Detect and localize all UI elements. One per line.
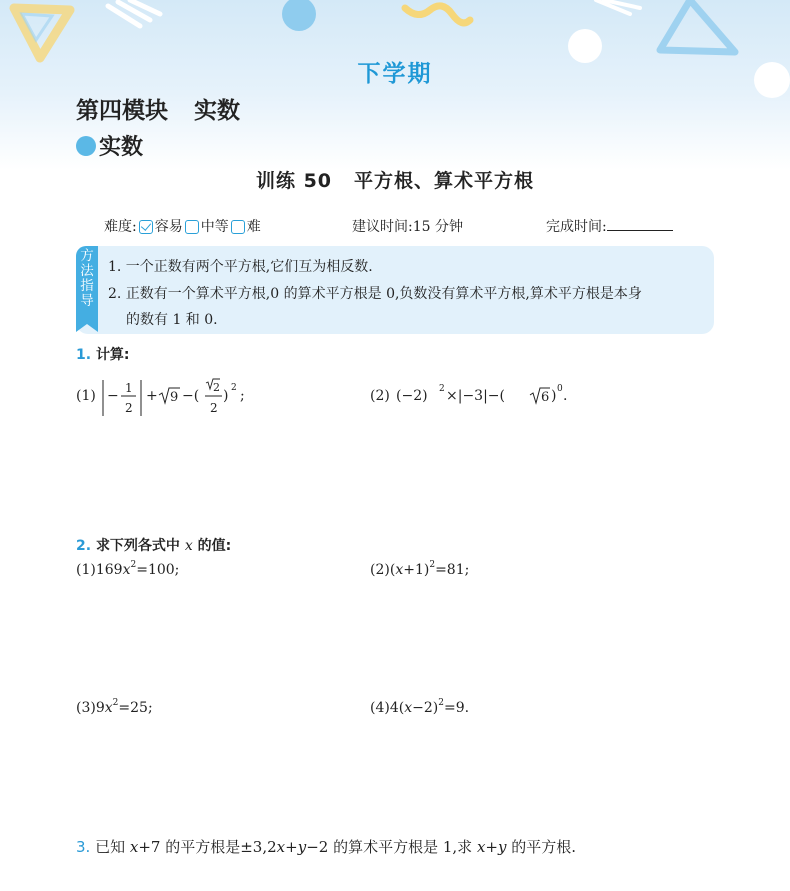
method-line-2: 2. 正数有一个算术平方根,0 的算术平方根是 0,负数没有算术平方根,算术平方根是本身 <box>108 286 642 302</box>
question-2-number: 2. <box>76 538 92 554</box>
section-dot-icon <box>76 136 96 156</box>
question-1-title: 计算: <box>95 347 130 363</box>
deco-stripe-left <box>108 0 160 26</box>
q2p4-var: x <box>404 700 413 716</box>
q1p2-text-b: ×|−3|−( <box>446 388 505 404</box>
difficulty-hard-checkbox[interactable] <box>231 220 245 234</box>
method-line-3: 的数有 1 和 0. <box>126 312 218 328</box>
q2p2-exp: 2 <box>429 560 436 570</box>
completion-blank[interactable] <box>607 218 673 231</box>
deco-lines-right <box>596 0 640 14</box>
difficulty-easy-label: 容易 <box>154 219 183 235</box>
q2p4-exp: 2 <box>438 698 444 708</box>
question-2-var: x <box>184 538 193 554</box>
question-2-part-1 <box>76 562 179 578</box>
method-tag-char: 导 <box>80 293 94 309</box>
q1p1-frac2-num: 2 <box>213 381 220 394</box>
q3-var-y: y <box>297 838 307 856</box>
training-title <box>0 166 790 193</box>
deco-squiggle-yellow <box>405 6 470 23</box>
q2p3-rhs: =25; <box>118 700 153 716</box>
q2p4-label: (4) <box>370 700 390 716</box>
suggested-time: 建议时间:15 分钟 <box>352 219 463 235</box>
q1p2-text-c: ) <box>551 388 557 404</box>
q1p1-rparen: ) <box>223 388 229 404</box>
q2p4-b: −2) <box>412 700 439 716</box>
q1p2-tail: . <box>563 388 568 404</box>
q1p1-frac2-den: 2 <box>210 401 218 415</box>
q2p3-exp: 2 <box>112 698 119 708</box>
q2p4-a: 4( <box>389 700 405 716</box>
q3-var-x: x <box>276 838 286 856</box>
q1p1-exp: 2 <box>231 383 237 393</box>
q2p1-coef: 169 <box>95 562 123 578</box>
question-1-part-2 <box>370 378 590 418</box>
difficulty-hard-label: 难 <box>246 219 261 235</box>
difficulty-medium-label: 中等 <box>200 219 229 235</box>
method-tag-char: 方 <box>80 248 94 264</box>
q1p2-sqrt-arg: 6 <box>541 390 550 405</box>
q1p1-plus: + <box>146 388 158 404</box>
question-2-part-3 <box>76 700 153 716</box>
q2p4-rhs: =9. <box>443 700 470 716</box>
q1p1-frac-den: 2 <box>125 401 133 415</box>
section-heading <box>76 130 143 161</box>
q1p1-label: (1) <box>76 388 96 404</box>
question-3-number: 3. <box>76 838 91 856</box>
question-1-number: 1. <box>76 347 92 363</box>
difficulty-medium-checkbox[interactable] <box>185 220 199 234</box>
q2p3-label: (3) <box>76 700 96 716</box>
q1p2-label: (2) <box>370 388 390 404</box>
question-2-part-2 <box>370 562 469 578</box>
difficulty-row <box>104 216 261 236</box>
deco-circle-blue <box>282 0 316 31</box>
question-1-part-1 <box>76 378 286 418</box>
method-guide-tag <box>76 246 98 324</box>
q3-var-y: y <box>498 838 507 856</box>
training-topic: 平方根、算术平方根 <box>354 170 535 192</box>
q1p1-formula <box>76 378 286 418</box>
q3-var-x: x <box>476 838 486 856</box>
completion-label: 完成时间: <box>546 219 607 235</box>
training-label: 训练 50 <box>255 170 333 192</box>
q3-text-2: +7 的平方根是±3,2 <box>138 838 277 856</box>
method-guide-box <box>76 246 714 334</box>
q3-text-4: −2 的算术平方根是 1,求 <box>306 838 473 856</box>
q3-text-3: + <box>285 838 298 856</box>
q1p1-minus: − <box>107 388 119 404</box>
q2p2-var: x <box>395 562 404 578</box>
semester-title: 下学期 <box>357 61 433 87</box>
q2p2-label: (2) <box>370 562 390 578</box>
question-3 <box>76 836 576 857</box>
q3-text-5: + <box>485 838 498 856</box>
question-2-part-4 <box>370 700 469 716</box>
method-line-1: 1. 一个正数有两个平方根,它们互为相反数. <box>108 259 373 275</box>
q1p1-tail: ; <box>240 388 245 404</box>
q2p1-label: (1) <box>76 562 96 578</box>
q3-text-6: 的平方根. <box>511 838 577 856</box>
q2p1-exp: 2 <box>130 560 137 570</box>
q2p1-rhs: =100; <box>136 562 180 578</box>
method-tag-char: 指 <box>80 278 94 294</box>
q2p3-coef: 9 <box>95 700 105 716</box>
q1p1-sqrt-arg: 9 <box>170 390 179 405</box>
q1p1-minus-2: −( <box>182 388 200 404</box>
completion-time <box>546 216 673 236</box>
q1p2-text-a: (−2) <box>396 388 428 404</box>
q2p2-rhs: =81; <box>435 562 470 578</box>
q1p2-exp-a: 2 <box>439 384 445 394</box>
q2p2-a: ( <box>389 562 396 578</box>
q2p2-b: +1) <box>403 562 430 578</box>
deco-triangle-right <box>660 0 735 52</box>
question-1-heading <box>76 344 130 364</box>
method-tag-char: 法 <box>80 263 94 279</box>
q2p1-var: x <box>122 562 131 578</box>
question-2-title-a: 求下列各式中 <box>95 538 180 554</box>
module-heading <box>76 92 240 125</box>
section-title: 实数 <box>99 134 144 160</box>
module-label: 第四模块 <box>76 97 168 124</box>
q3-var-x: x <box>129 838 139 856</box>
difficulty-label: 难度: <box>104 219 137 235</box>
difficulty-easy-checkbox[interactable] <box>139 220 153 234</box>
question-2-heading <box>76 535 231 555</box>
q1p2-exp-c: 0 <box>557 384 563 394</box>
q1p2-formula <box>370 378 590 418</box>
module-name: 实数 <box>194 97 240 124</box>
q1p1-frac-num: 1 <box>125 381 133 395</box>
q3-text-1: 已知 <box>95 838 126 856</box>
question-2-title-b: 的值: <box>197 538 232 554</box>
q2p3-var: x <box>104 700 113 716</box>
